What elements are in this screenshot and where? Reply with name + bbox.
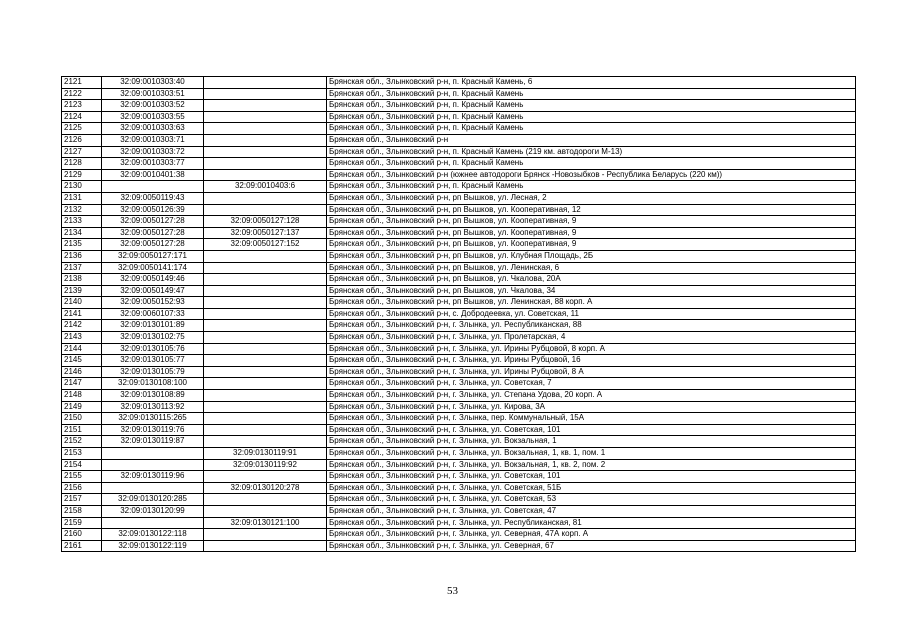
- object-cadastral-number-cell: [204, 424, 327, 436]
- object-cadastral-number-cell: [204, 529, 327, 541]
- row-number-cell: 2156: [62, 482, 102, 494]
- table-row: [62, 227, 856, 239]
- address-cell: Брянская обл., Злынковский р-н, с. Добродеевка, ул. Советская, 11: [327, 308, 856, 320]
- table-row: [62, 216, 856, 228]
- address-cell: Брянская обл., Злынковский р-н, п. Красный Камень: [327, 181, 856, 193]
- object-cadastral-number-cell: [204, 88, 327, 100]
- object-cadastral-number-cell: [204, 308, 327, 320]
- row-number-cell: 2143: [62, 332, 102, 344]
- row-number-cell: 2149: [62, 401, 102, 413]
- address-cell: Брянская обл., Злынковский р-н, рп Вышков, ул. Ленинская, 6: [327, 262, 856, 274]
- cadastral-number-cell: 32:09:0050127:28: [102, 239, 204, 251]
- object-cadastral-number-cell: [204, 471, 327, 483]
- table-row: [62, 181, 856, 193]
- table-row: [62, 390, 856, 402]
- table-row: [62, 332, 856, 344]
- address-cell: Брянская обл., Злынковский р-н, г. Злынка, ул. Ирины Рубцовой, 8 корп. А: [327, 343, 856, 355]
- table-row: [62, 413, 856, 425]
- table-row: [62, 285, 856, 297]
- object-cadastral-number-cell: [204, 320, 327, 332]
- address-cell: Брянская обл., Злынковский р-н, п. Красный Камень: [327, 123, 856, 135]
- cadastral-number-cell: 32:09:0010303:40: [102, 77, 204, 89]
- row-number-cell: 2159: [62, 517, 102, 529]
- cadastral-number-cell: 32:09:0130105:79: [102, 366, 204, 378]
- row-number-cell: 2126: [62, 134, 102, 146]
- cadastral-number-cell: 32:09:0050126:39: [102, 204, 204, 216]
- cadastral-number-cell: [102, 459, 204, 471]
- cadastral-number-cell: [102, 482, 204, 494]
- address-cell: Брянская обл., Злынковский р-н, рп Вышков, ул. Чкалова, 34: [327, 285, 856, 297]
- table-row: [62, 77, 856, 89]
- address-cell: Брянская обл., Злынковский р-н, г. Злынка, ул. Вокзальная, 1: [327, 436, 856, 448]
- address-cell: Брянская обл., Злынковский р-н, рп Вышков, ул. Ленинская, 88 корп. А: [327, 297, 856, 309]
- cadastral-number-cell: 32:09:0130119:87: [102, 436, 204, 448]
- table-row: [62, 262, 856, 274]
- object-cadastral-number-cell: [204, 332, 327, 344]
- row-number-cell: 2121: [62, 77, 102, 89]
- table-row: [62, 401, 856, 413]
- object-cadastral-number-cell: [204, 123, 327, 135]
- cadastral-number-cell: 32:09:0130108:100: [102, 378, 204, 390]
- object-cadastral-number-cell: [204, 274, 327, 286]
- object-cadastral-number-cell: [204, 134, 327, 146]
- row-number-cell: 2147: [62, 378, 102, 390]
- object-cadastral-number-cell: [204, 401, 327, 413]
- address-cell: Брянская обл., Злынковский р-н, рп Вышков, ул. Кооперативная, 9: [327, 216, 856, 228]
- row-number-cell: 2141: [62, 308, 102, 320]
- address-cell: Брянская обл., Злынковский р-н, г. Злынка, ул. Советская, 7: [327, 378, 856, 390]
- cadastral-number-cell: 32:09:0130120:99: [102, 505, 204, 517]
- object-cadastral-number-cell: [204, 390, 327, 402]
- cadastral-number-cell: 32:09:0010303:72: [102, 146, 204, 158]
- object-cadastral-number-cell: 32:09:0050127:152: [204, 239, 327, 251]
- row-number-cell: 2139: [62, 285, 102, 297]
- property-table: [61, 76, 856, 552]
- table-row: [62, 169, 856, 181]
- cadastral-number-cell: 32:09:0050152:93: [102, 297, 204, 309]
- table-row: [62, 134, 856, 146]
- address-cell: Брянская обл., Злынковский р-н, п. Красный Камень: [327, 88, 856, 100]
- cadastral-number-cell: 32:09:0130115:265: [102, 413, 204, 425]
- cadastral-number-cell: 32:09:0130119:76: [102, 424, 204, 436]
- table-row: [62, 366, 856, 378]
- object-cadastral-number-cell: [204, 146, 327, 158]
- table-row: [62, 482, 856, 494]
- cadastral-number-cell: 32:09:0050119:43: [102, 192, 204, 204]
- table-row: [62, 88, 856, 100]
- object-cadastral-number-cell: [204, 169, 327, 181]
- object-cadastral-number-cell: [204, 505, 327, 517]
- row-number-cell: 2130: [62, 181, 102, 193]
- row-number-cell: 2154: [62, 459, 102, 471]
- table-row: [62, 424, 856, 436]
- row-number-cell: 2161: [62, 540, 102, 552]
- table-row: [62, 297, 856, 309]
- object-cadastral-number-cell: [204, 77, 327, 89]
- table-row: [62, 471, 856, 483]
- table-row: [62, 436, 856, 448]
- page-number: 53: [447, 585, 458, 597]
- cadastral-number-cell: 32:09:0010303:63: [102, 123, 204, 135]
- address-cell: Брянская обл., Злынковский р-н, г. Злынка, ул. Ирины Рубцовой, 16: [327, 355, 856, 367]
- address-cell: Брянская обл., Злынковский р-н, п. Красный Камень: [327, 158, 856, 170]
- table-row: [62, 529, 856, 541]
- address-cell: Брянская обл., Злынковский р-н (южнее автодороги Брянск -Новозыбков - Республика Беларусь (220 км)): [327, 169, 856, 181]
- address-cell: Брянская обл., Злынковский р-н, г. Злынка, ул. Пролетарская, 4: [327, 332, 856, 344]
- cadastral-number-cell: [102, 181, 204, 193]
- table-row: [62, 192, 856, 204]
- address-cell: Брянская обл., Злынковский р-н, п. Красный Камень (219 км. автодороги М-13): [327, 146, 856, 158]
- address-cell: Брянская обл., Злынковский р-н, рп Вышков, ул. Клубная Площадь, 2Б: [327, 250, 856, 262]
- object-cadastral-number-cell: 32:09:0130119:91: [204, 448, 327, 460]
- address-cell: Брянская обл., Злынковский р-н, г. Злынка, ул. Советская, 47: [327, 505, 856, 517]
- table-row: [62, 320, 856, 332]
- object-cadastral-number-cell: [204, 285, 327, 297]
- table-row: [62, 111, 856, 123]
- table-row: [62, 274, 856, 286]
- table-row: [62, 158, 856, 170]
- cadastral-number-cell: 32:09:0130113:92: [102, 401, 204, 413]
- table-row: [62, 123, 856, 135]
- row-number-cell: 2157: [62, 494, 102, 506]
- row-number-cell: 2148: [62, 390, 102, 402]
- address-cell: Брянская обл., Злынковский р-н: [327, 134, 856, 146]
- row-number-cell: 2140: [62, 297, 102, 309]
- object-cadastral-number-cell: 32:09:0130120:278: [204, 482, 327, 494]
- object-cadastral-number-cell: [204, 192, 327, 204]
- cadastral-number-cell: [102, 517, 204, 529]
- address-cell: Брянская обл., Злынковский р-н, рп Вышков, ул. Кооперативная, 12: [327, 204, 856, 216]
- table-row: [62, 343, 856, 355]
- table-row: [62, 517, 856, 529]
- cadastral-number-cell: 32:09:0050127:171: [102, 250, 204, 262]
- object-cadastral-number-cell: [204, 366, 327, 378]
- cadastral-number-cell: 32:09:0130122:119: [102, 540, 204, 552]
- object-cadastral-number-cell: [204, 204, 327, 216]
- cadastral-number-cell: 32:09:0010303:55: [102, 111, 204, 123]
- address-cell: Брянская обл., Злынковский р-н, рп Вышков, ул. Лесная, 2: [327, 192, 856, 204]
- table-row: [62, 250, 856, 262]
- cadastral-number-cell: 32:09:0050127:28: [102, 216, 204, 228]
- cadastral-number-cell: 32:09:0130101:89: [102, 320, 204, 332]
- cadastral-number-cell: 32:09:0050127:28: [102, 227, 204, 239]
- object-cadastral-number-cell: [204, 540, 327, 552]
- cadastral-number-cell: 32:09:0130119:96: [102, 471, 204, 483]
- row-number-cell: 2134: [62, 227, 102, 239]
- address-cell: Брянская обл., Злынковский р-н, г. Злынка, ул. Вокзальная, 1, кв. 1, пом. 1: [327, 448, 856, 460]
- table-row: [62, 505, 856, 517]
- address-cell: Брянская обл., Злынковский р-н, г. Злынка, ул. Советская, 101: [327, 424, 856, 436]
- object-cadastral-number-cell: [204, 297, 327, 309]
- cadastral-number-cell: 32:09:0010303:51: [102, 88, 204, 100]
- table-row: [62, 308, 856, 320]
- row-number-cell: 2137: [62, 262, 102, 274]
- address-cell: Брянская обл., Злынковский р-н, п. Красный Камень: [327, 111, 856, 123]
- object-cadastral-number-cell: [204, 378, 327, 390]
- cadastral-number-cell: 32:09:0050149:47: [102, 285, 204, 297]
- cadastral-number-cell: 32:09:0010303:52: [102, 100, 204, 112]
- cadastral-number-cell: 32:09:0130122:118: [102, 529, 204, 541]
- cadastral-number-cell: 32:09:0130108:89: [102, 390, 204, 402]
- object-cadastral-number-cell: [204, 111, 327, 123]
- row-number-cell: 2142: [62, 320, 102, 332]
- object-cadastral-number-cell: 32:09:0050127:137: [204, 227, 327, 239]
- row-number-cell: 2125: [62, 123, 102, 135]
- row-number-cell: 2151: [62, 424, 102, 436]
- cadastral-number-cell: 32:09:0010303:71: [102, 134, 204, 146]
- object-cadastral-number-cell: 32:09:0130119:92: [204, 459, 327, 471]
- address-cell: Брянская обл., Злынковский р-н, г. Злынка, ул. Республиканская, 81: [327, 517, 856, 529]
- row-number-cell: 2158: [62, 505, 102, 517]
- address-cell: Брянская обл., Злынковский р-н, г. Злынка, ул. Кирова, 3А: [327, 401, 856, 413]
- row-number-cell: 2122: [62, 88, 102, 100]
- address-cell: Брянская обл., Злынковский р-н, г. Злынка, ул. Советская, 51Б: [327, 482, 856, 494]
- address-cell: Брянская обл., Злынковский р-н, г. Злынка, пер. Коммунальный, 15А: [327, 413, 856, 425]
- address-cell: Брянская обл., Злынковский р-н, г. Злынка, ул. Вокзальная, 1, кв. 2, пом. 2: [327, 459, 856, 471]
- object-cadastral-number-cell: [204, 413, 327, 425]
- address-cell: Брянская обл., Злынковский р-н, г. Злынка, ул. Степана Удова, 20 корп. А: [327, 390, 856, 402]
- cadastral-number-cell: 32:09:0130105:76: [102, 343, 204, 355]
- row-number-cell: 2150: [62, 413, 102, 425]
- object-cadastral-number-cell: [204, 158, 327, 170]
- row-number-cell: 2145: [62, 355, 102, 367]
- row-number-cell: 2127: [62, 146, 102, 158]
- cadastral-number-cell: 32:09:0060107:33: [102, 308, 204, 320]
- address-cell: Брянская обл., Злынковский р-н, п. Красный Камень: [327, 100, 856, 112]
- row-number-cell: 2132: [62, 204, 102, 216]
- table-row: [62, 459, 856, 471]
- row-number-cell: 2160: [62, 529, 102, 541]
- row-number-cell: 2131: [62, 192, 102, 204]
- object-cadastral-number-cell: [204, 436, 327, 448]
- row-number-cell: 2135: [62, 239, 102, 251]
- cadastral-number-cell: 32:09:0130105:77: [102, 355, 204, 367]
- table-row: [62, 146, 856, 158]
- row-number-cell: 2146: [62, 366, 102, 378]
- table-row: [62, 239, 856, 251]
- row-number-cell: 2123: [62, 100, 102, 112]
- address-cell: Брянская обл., Злынковский р-н, рп Вышков, ул. Чкалова, 20А: [327, 274, 856, 286]
- address-cell: Брянская обл., Злынковский р-н, г. Злынка, ул. Северная, 47А корп. А: [327, 529, 856, 541]
- row-number-cell: 2152: [62, 436, 102, 448]
- table-row: [62, 448, 856, 460]
- row-number-cell: 2124: [62, 111, 102, 123]
- object-cadastral-number-cell: [204, 494, 327, 506]
- row-number-cell: 2136: [62, 250, 102, 262]
- object-cadastral-number-cell: [204, 355, 327, 367]
- table-row: [62, 100, 856, 112]
- property-table-body: [62, 77, 856, 552]
- address-cell: Брянская обл., Злынковский р-н, г. Злынка, ул. Советская, 101: [327, 471, 856, 483]
- cadastral-number-cell: 32:09:0050149:46: [102, 274, 204, 286]
- address-cell: Брянская обл., Злынковский р-н, п. Красный Камень, 6: [327, 77, 856, 89]
- table-row: [62, 494, 856, 506]
- table-row: [62, 204, 856, 216]
- row-number-cell: 2129: [62, 169, 102, 181]
- row-number-cell: 2144: [62, 343, 102, 355]
- row-number-cell: 2155: [62, 471, 102, 483]
- object-cadastral-number-cell: [204, 100, 327, 112]
- address-cell: Брянская обл., Злынковский р-н, г. Злынка, ул. Ирины Рубцовой, 8 А: [327, 366, 856, 378]
- object-cadastral-number-cell: [204, 343, 327, 355]
- address-cell: Брянская обл., Злынковский р-н, г. Злынка, ул. Советская, 53: [327, 494, 856, 506]
- cadastral-number-cell: 32:09:0050141:174: [102, 262, 204, 274]
- object-cadastral-number-cell: 32:09:0130121:100: [204, 517, 327, 529]
- address-cell: Брянская обл., Злынковский р-н, рп Вышков, ул. Кооперативная, 9: [327, 227, 856, 239]
- object-cadastral-number-cell: [204, 250, 327, 262]
- object-cadastral-number-cell: [204, 262, 327, 274]
- object-cadastral-number-cell: 32:09:0050127:128: [204, 216, 327, 228]
- row-number-cell: 2128: [62, 158, 102, 170]
- row-number-cell: 2153: [62, 448, 102, 460]
- table-row: [62, 378, 856, 390]
- table-row: [62, 540, 856, 552]
- cadastral-number-cell: 32:09:0010303:77: [102, 158, 204, 170]
- object-cadastral-number-cell: 32:09:0010403:6: [204, 181, 327, 193]
- cadastral-number-cell: 32:09:0130120:285: [102, 494, 204, 506]
- address-cell: Брянская обл., Злынковский р-н, г. Злынка, ул. Северная, 67: [327, 540, 856, 552]
- row-number-cell: 2138: [62, 274, 102, 286]
- cadastral-number-cell: 32:09:0010401:38: [102, 169, 204, 181]
- address-cell: Брянская обл., Злынковский р-н, г. Злынка, ул. Республиканская, 88: [327, 320, 856, 332]
- cadastral-number-cell: [102, 448, 204, 460]
- row-number-cell: 2133: [62, 216, 102, 228]
- address-cell: Брянская обл., Злынковский р-н, рп Вышков, ул. Кооперативная, 9: [327, 239, 856, 251]
- cadastral-number-cell: 32:09:0130102:75: [102, 332, 204, 344]
- table-row: [62, 355, 856, 367]
